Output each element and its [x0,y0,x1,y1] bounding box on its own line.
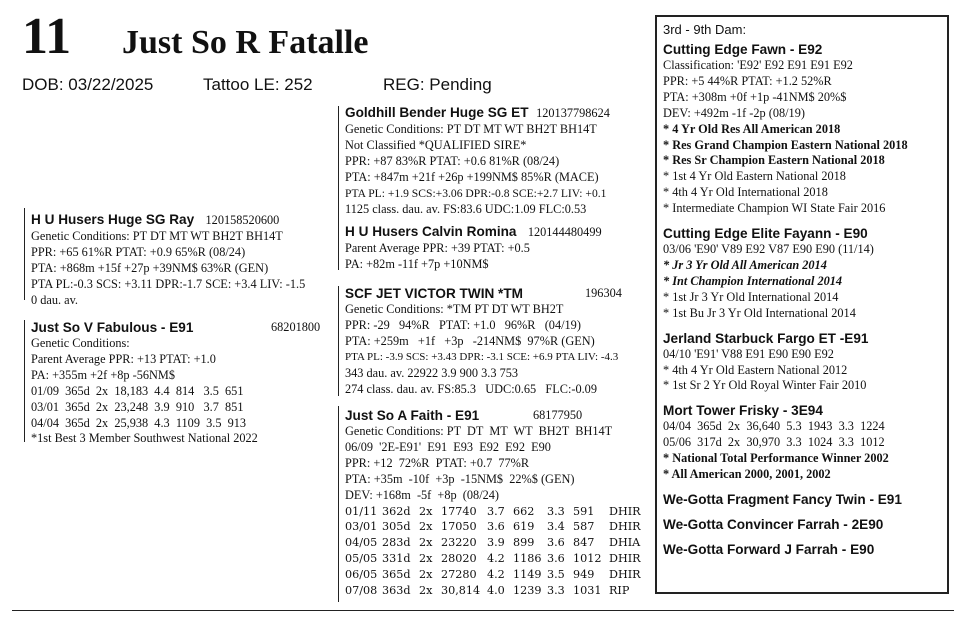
dam-reg: 68201800 [271,320,321,334]
production-record-cell: 2x [419,536,433,550]
production-record-row [345,583,643,599]
production-record-row [345,519,643,535]
fifth-dam-name: Jerland Starbuck Fargo ET -E91 [663,330,869,346]
production-record-cell: DHIR [609,504,641,518]
paternal-granddam-line: Parent Average PPR: +39 PTAT: +0.5 [345,241,530,255]
paternal-grandsire-reg: 120137798624 [536,106,610,120]
production-record-cell: 362d [382,504,411,518]
dam-line: Parent Average PPR: +13 PTAT: +1.0 [31,351,216,366]
maternal-grandsire-line: PTA PL: -3.9 SCS: +3.43 DPR: -3.1 SCE: +6.9 PTA LIV: -4.3 [345,350,619,363]
maternal-grandsire-line: PPR: -29 94%R PTAT: +1.0 96%R (04/19) [345,317,581,332]
grandsire-dam-bracket-line [338,286,339,396]
production-record-cell: 2x [419,568,433,582]
production-record-cell: 04/05 [345,536,378,550]
third-dam-line: PPR: +5 44%R PTAT: +1.2 52%R [663,73,832,88]
sixth-dam-record: 04/04 365d 2x 36,640 5.3 1943 3.3 1224 [663,419,885,434]
production-record-cell: 06/05 [345,568,378,582]
third-dam-name: Cutting Edge Fawn - E92 [663,42,823,57]
production-record-cell: 01/11 [345,504,378,518]
production-record-row [345,551,643,567]
production-record-cell: 1031 [573,584,602,598]
production-record-cell: 363d [382,584,411,598]
fourth-dam-note: * 1st Jr 3 Yr Old International 2014 [663,289,839,304]
production-record-cell: 2x [419,584,433,598]
dam-record: 04/04 365d 2x 25,938 4.3 1109 3.5 913 [31,415,247,430]
paternal-granddam-reg: 120144480499 [527,225,602,239]
grandsire-sire-bracket-line [338,106,339,270]
dam-record: 03/01 365d 2x 23,248 3.9 910 3.7 851 [31,399,244,414]
maternal-granddam-line: 06/09 '2E-E91' E91 E93 E92 E92 E90 [345,439,551,454]
ninth-dam-name: We-Gotta Forward J Farrah - E90 [663,541,875,557]
sire-bracket-line [24,208,25,300]
lot-number: 11 [22,8,72,65]
production-record-cell: 847 [573,536,595,550]
sire-line: Genetic Conditions: PT DT MT WT BH2T BH14T [31,229,283,243]
dams-title: 3rd - 9th Dam: [663,22,747,37]
sire-line: PTA PL:-0.3 SCS: +3.11 DPR:-1.7 SCE: +3.4 LIV: -1.5 [31,276,306,291]
sixth-dam-record: 05/06 317d 2x 30,970 3.3 1024 3.3 1012 [663,435,885,450]
dam-block [31,319,321,447]
dam-award: *1st Best 3 Member Southwest National 2022 [31,431,258,446]
paternal-grandsire-line: 1125 class. dau. av. FS:83.6 UDC:1.09 FLC:0.53 [345,201,587,216]
sixth-dam-award: * National Total Performance Winner 2002 [663,451,889,466]
maternal-grandsire-line: 343 dau. av. 22922 3.9 900 3.3 753 [345,365,519,380]
production-record-cell: 899 [513,536,535,550]
granddam-dam-bracket-line [338,406,339,602]
third-dam-note: * 4th 4 Yr Old International 2018 [663,185,828,200]
production-record-cell: DHIR [609,520,641,534]
maternal-granddam-line: Genetic Conditions: PT DT MT WT BH2T BH14T [345,424,613,438]
production-record-cell: 30,814 [441,584,481,598]
seventh-dam-name: We-Gotta Fragment Fancy Twin - E91 [663,491,902,507]
paternal-granddam-line: PA: +82m -11f +7p +10NM$ [345,256,489,271]
production-record-cell: 23220 [441,536,477,550]
animal-name: Just So R Fatalle [122,24,369,61]
production-record-cell: 305d [382,520,411,534]
paternal-granddam-name: H U Husers Calvin Romina [345,224,517,239]
production-record-cell: 05/05 [345,552,378,566]
dam-line: PA: +355m +2f +8p -56NM$ [31,367,176,382]
third-dam-note: * 1st 4 Yr Old Eastern National 2018 [663,169,846,184]
sixth-dam-award: * All American 2000, 2001, 2002 [663,467,831,482]
production-record-cell: 662 [513,504,535,518]
fifth-dam-line: * 4th 4 Yr Old Eastern National 2012 [663,362,848,377]
third-dam-line: PTA: +308m +0f +1p -41NM$ 20%$ [663,89,847,104]
production-record-cell: 619 [513,520,535,534]
fourth-dam-award: * Jr 3 Yr Old All American 2014 [663,257,827,272]
production-record-cell: 1239 [513,584,542,598]
sire-block [31,211,305,309]
production-record-cell: 365d [382,568,411,582]
dob-text: DOB: 03/22/2025 [22,75,154,94]
production-record-cell: 27280 [441,568,477,582]
production-record-cell: 3.9 [487,536,505,550]
paternal-grandsire-line: PTA PL: +1.9 SCS:+3.06 DPR:-0.8 SCE:+2.7 LIV: +0.1 [345,186,607,200]
maternal-grandsire-line: 274 class. dau. av. FS:85.3 UDC:0.65 FLC:-0.09 [345,381,597,396]
production-record-cell: 3.6 [547,552,565,566]
production-record-cell: 587 [573,520,595,534]
third-dam-award: * Res Grand Champion Eastern National 2018 [663,137,908,152]
production-record-cell: 2x [419,504,433,518]
maternal-granddam-reg: 68177950 [533,408,583,422]
third-dam-note: * Intermediate Champion WI State Fair 2016 [663,201,886,216]
production-record-row [345,504,643,520]
maternal-granddam-line: PPR: +12 72%R PTAT: +0.7 77%R [345,455,530,470]
fifth-dam-line: * 1st Sr 2 Yr Old Royal Winter Fair 2010 [663,378,867,393]
production-record-cell: DHIR [609,568,641,582]
maternal-granddam-name: Just So A Faith - E91 [345,408,480,423]
sire-name: H U Husers Huge SG Ray [31,212,195,227]
production-record-cell: 3.4 [547,520,565,534]
maternal-grandsire-name: SCF JET VICTOR TWIN *TM [345,286,523,301]
sire-line: 0 dau. av. [31,292,79,307]
production-record-cell: DHIR [609,552,641,566]
third-dam-award: * 4 Yr Old Res All American 2018 [663,121,841,136]
production-record-cell: 331d [382,552,411,566]
paternal-grandsire-line: PTA: +847m +21f +26p +199NM$ 85%R (MACE) [345,169,599,184]
production-record-cell: 3.3 [547,584,565,598]
production-record-cell: 4.0 [487,584,505,598]
production-record-cell: 2x [419,552,433,566]
production-record-cell: DHIA [609,536,641,550]
dams-content [663,21,948,558]
maternal-granddam-block [345,407,643,599]
production-record-cell: 3.3 [547,504,565,518]
dam-record: 01/09 365d 2x 18,183 4.4 814 3.5 651 [31,383,244,398]
paternal-grandsire-line: Genetic Conditions: PT DT MT WT BH2T BH14T [345,122,597,136]
bottom-rule [12,610,954,611]
dam-line: Genetic Conditions: [31,336,130,350]
fourth-dam-award: * Int Champion International 2014 [663,273,843,288]
production-record-cell: 3.6 [487,520,505,534]
maternal-granddam-line: DEV: +168m -5f +8p (08/24) [345,487,500,502]
production-record-cell: 07/08 [345,584,378,598]
paternal-grandsire-line: Not Classified *QUALIFIED SIRE* [345,137,527,152]
paternal-grandsire-block [345,104,645,217]
production-record-cell: 2x [419,520,433,534]
production-record-cell: 17050 [441,520,477,534]
dam-bracket-line [24,320,25,442]
maternal-grandsire-reg: 196304 [585,286,622,300]
production-record-cell: 283d [382,536,411,550]
production-record-cell: 949 [573,568,595,582]
reg-text: REG: Pending [383,75,492,94]
maternal-grandsire-line: PTA: +259m +1f +3p -214NM$ 97%R (GEN) [345,333,595,348]
production-record-cell: 3.7 [487,504,505,518]
fourth-dam-name: Cutting Edge Elite Fayann - E90 [663,226,868,242]
maternal-granddam-line: PTA: +35m -10f +3p -15NM$ 22%$ (GEN) [345,471,575,486]
sire-line: PTA: +868m +15f +27p +39NM$ 63%R (GEN) [31,260,269,275]
production-record-cell: 3.6 [547,536,565,550]
sire-line: PPR: +65 61%R PTAT: +0.9 65%R (08/24) [31,244,246,259]
maternal-grandsire-line: Genetic Conditions: *TM PT DT WT BH2T [345,302,564,316]
fourth-dam-line: 03/06 'E90' V89 E92 V87 E90 E90 (11/14) [663,242,874,257]
third-dam-line: DEV: +492m -1f -2p (08/19) [663,105,805,120]
production-record-row [345,535,643,551]
dam-name: Just So V Fabulous - E91 [31,320,194,335]
production-record-cell: 591 [573,504,595,518]
fifth-dam-line: 04/10 'E91' V88 E91 E90 E90 E92 [663,346,834,361]
production-record-row [345,567,643,583]
paternal-granddam-block [345,223,602,273]
sire-reg: 120158520600 [205,213,280,227]
sixth-dam-name: Mort Tower Frisky - 3E94 [663,403,823,419]
production-record-cell: 03/01 [345,520,378,534]
production-record-cell: 3.5 [547,568,565,582]
production-record-cell: 1186 [513,552,542,566]
production-record-cell: 4.2 [487,568,505,582]
production-record-cell: 28020 [441,552,477,566]
production-record-cell: 1012 [573,552,602,566]
paternal-grandsire-name: Goldhill Bender Huge SG ET [345,105,529,120]
fourth-dam-note: * 1st Bu Jr 3 Yr Old International 2014 [663,305,856,320]
paternal-grandsire-line: PPR: +87 83%R PTAT: +0.6 81%R (08/24) [345,153,560,168]
production-record-cell: 4.2 [487,552,505,566]
maternal-granddam-records [345,504,643,599]
production-record-cell: RIP [609,584,630,598]
third-dam-award: * Res Sr Champion Eastern National 2018 [663,153,885,168]
production-record-cell: 17740 [441,504,477,518]
maternal-grandsire-block [345,285,622,397]
third-dam-line: Classification: 'E92' E92 E91 E91 E92 [663,58,853,72]
eighth-dam-name: We-Gotta Convincer Farrah - 2E90 [663,516,884,532]
tattoo-text: Tattoo LE: 252 [203,75,313,94]
production-record-cell: 1149 [513,568,542,582]
